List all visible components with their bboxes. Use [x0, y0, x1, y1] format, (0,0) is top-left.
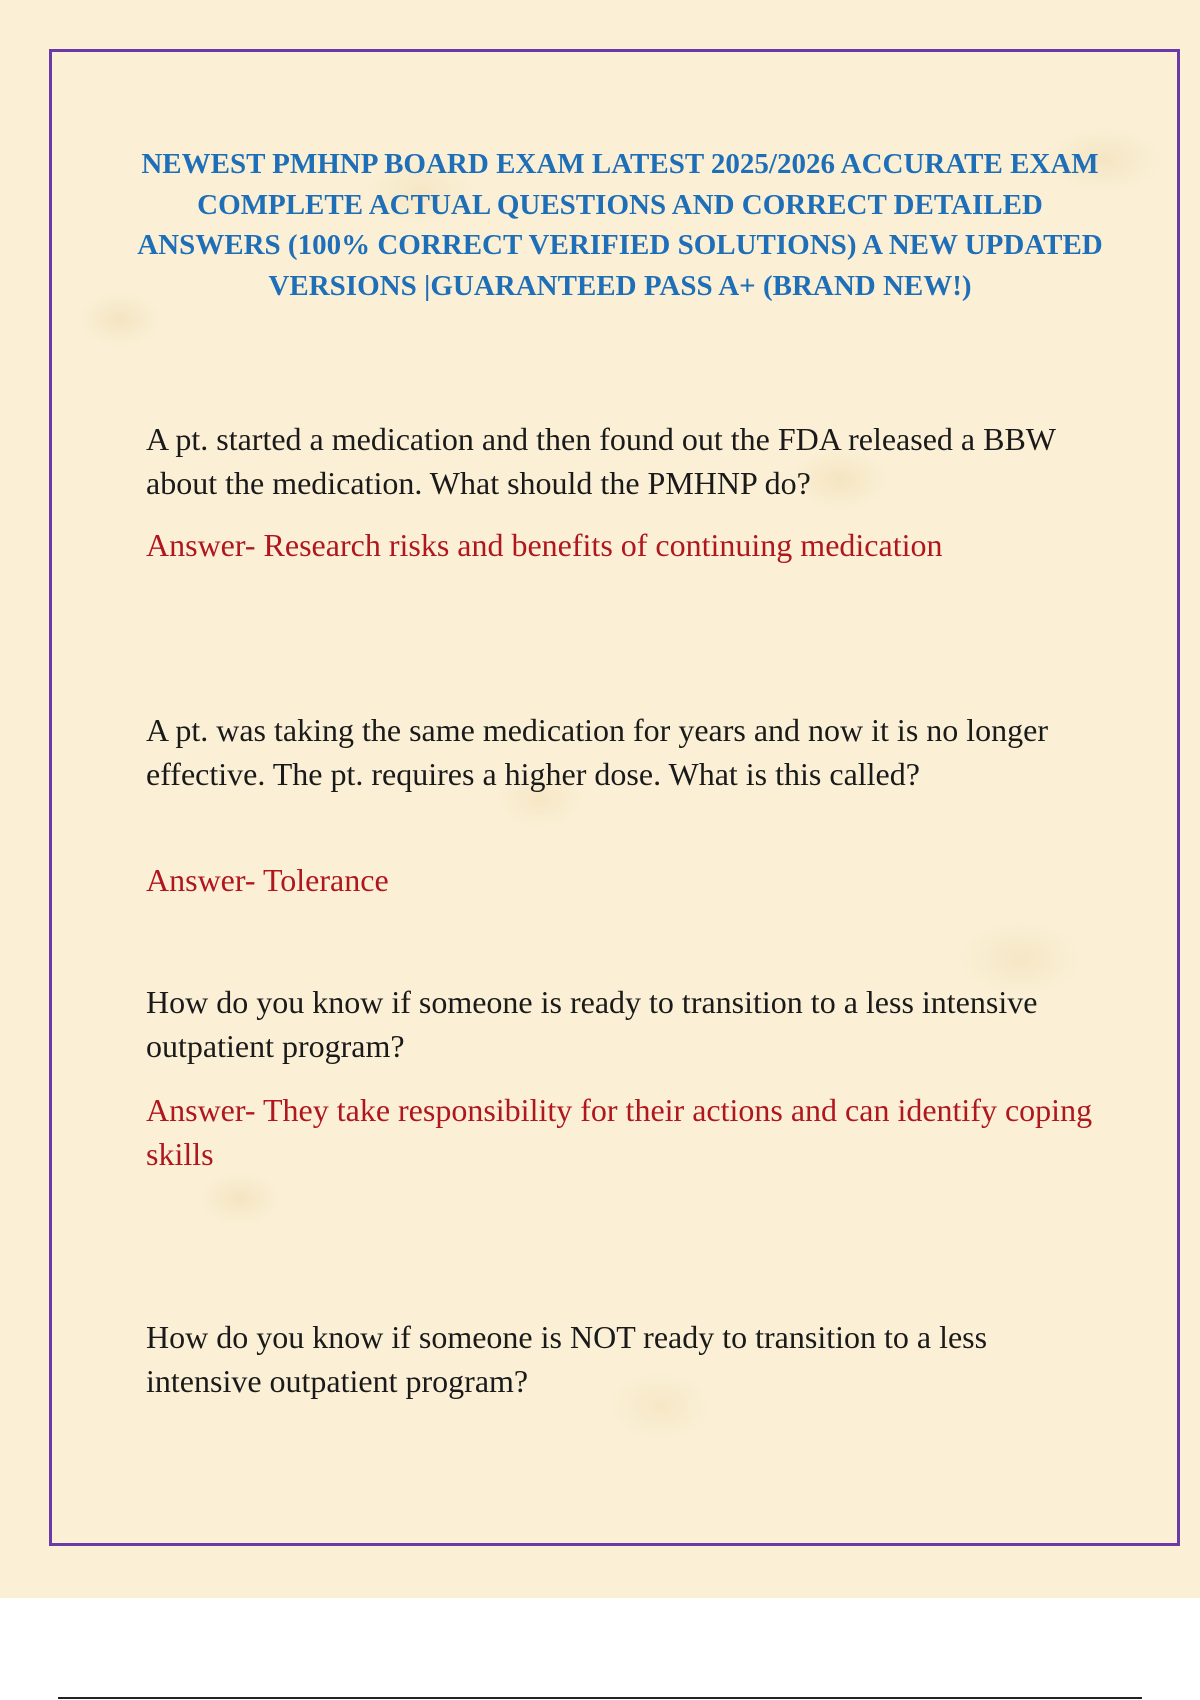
- answer-1: Answer- Research risks and benefits of continuing medication: [146, 527, 943, 563]
- answer-3: Answer- They take responsibility for their actions and can identify coping skills: [146, 1092, 1093, 1172]
- question-4: How do you know if someone is NOT ready to transition to a less intensive outpatient program?: [146, 1319, 988, 1399]
- footer-divider: [58, 1697, 1142, 1699]
- question-1: A pt. started a medication and then found out the FDA released a BBW about the medication. What should the PMHNP do?: [146, 421, 1056, 501]
- answer-2: Answer- Tolerance: [146, 862, 389, 898]
- question-3: How do you know if someone is ready to transition to a less intensive outpatient program?: [146, 984, 1038, 1064]
- document-title: NEWEST PMHNP BOARD EXAM LATEST 2025/2026 ACCURATE EXAM COMPLETE ACTUAL QUESTIONS AND CORRECT DETAILED ANSWERS (100% CORRECT VERIFIED SOLUTIONS) A NEW UPDATED VERSIONS |GUARANTEED PASS A+ (BRAND NEW!): [137, 148, 1103, 302]
- question-2: A pt. was taking the same medication for years and now it is no longer effective. The pt. requires a higher dose. What is this called?: [146, 712, 1049, 792]
